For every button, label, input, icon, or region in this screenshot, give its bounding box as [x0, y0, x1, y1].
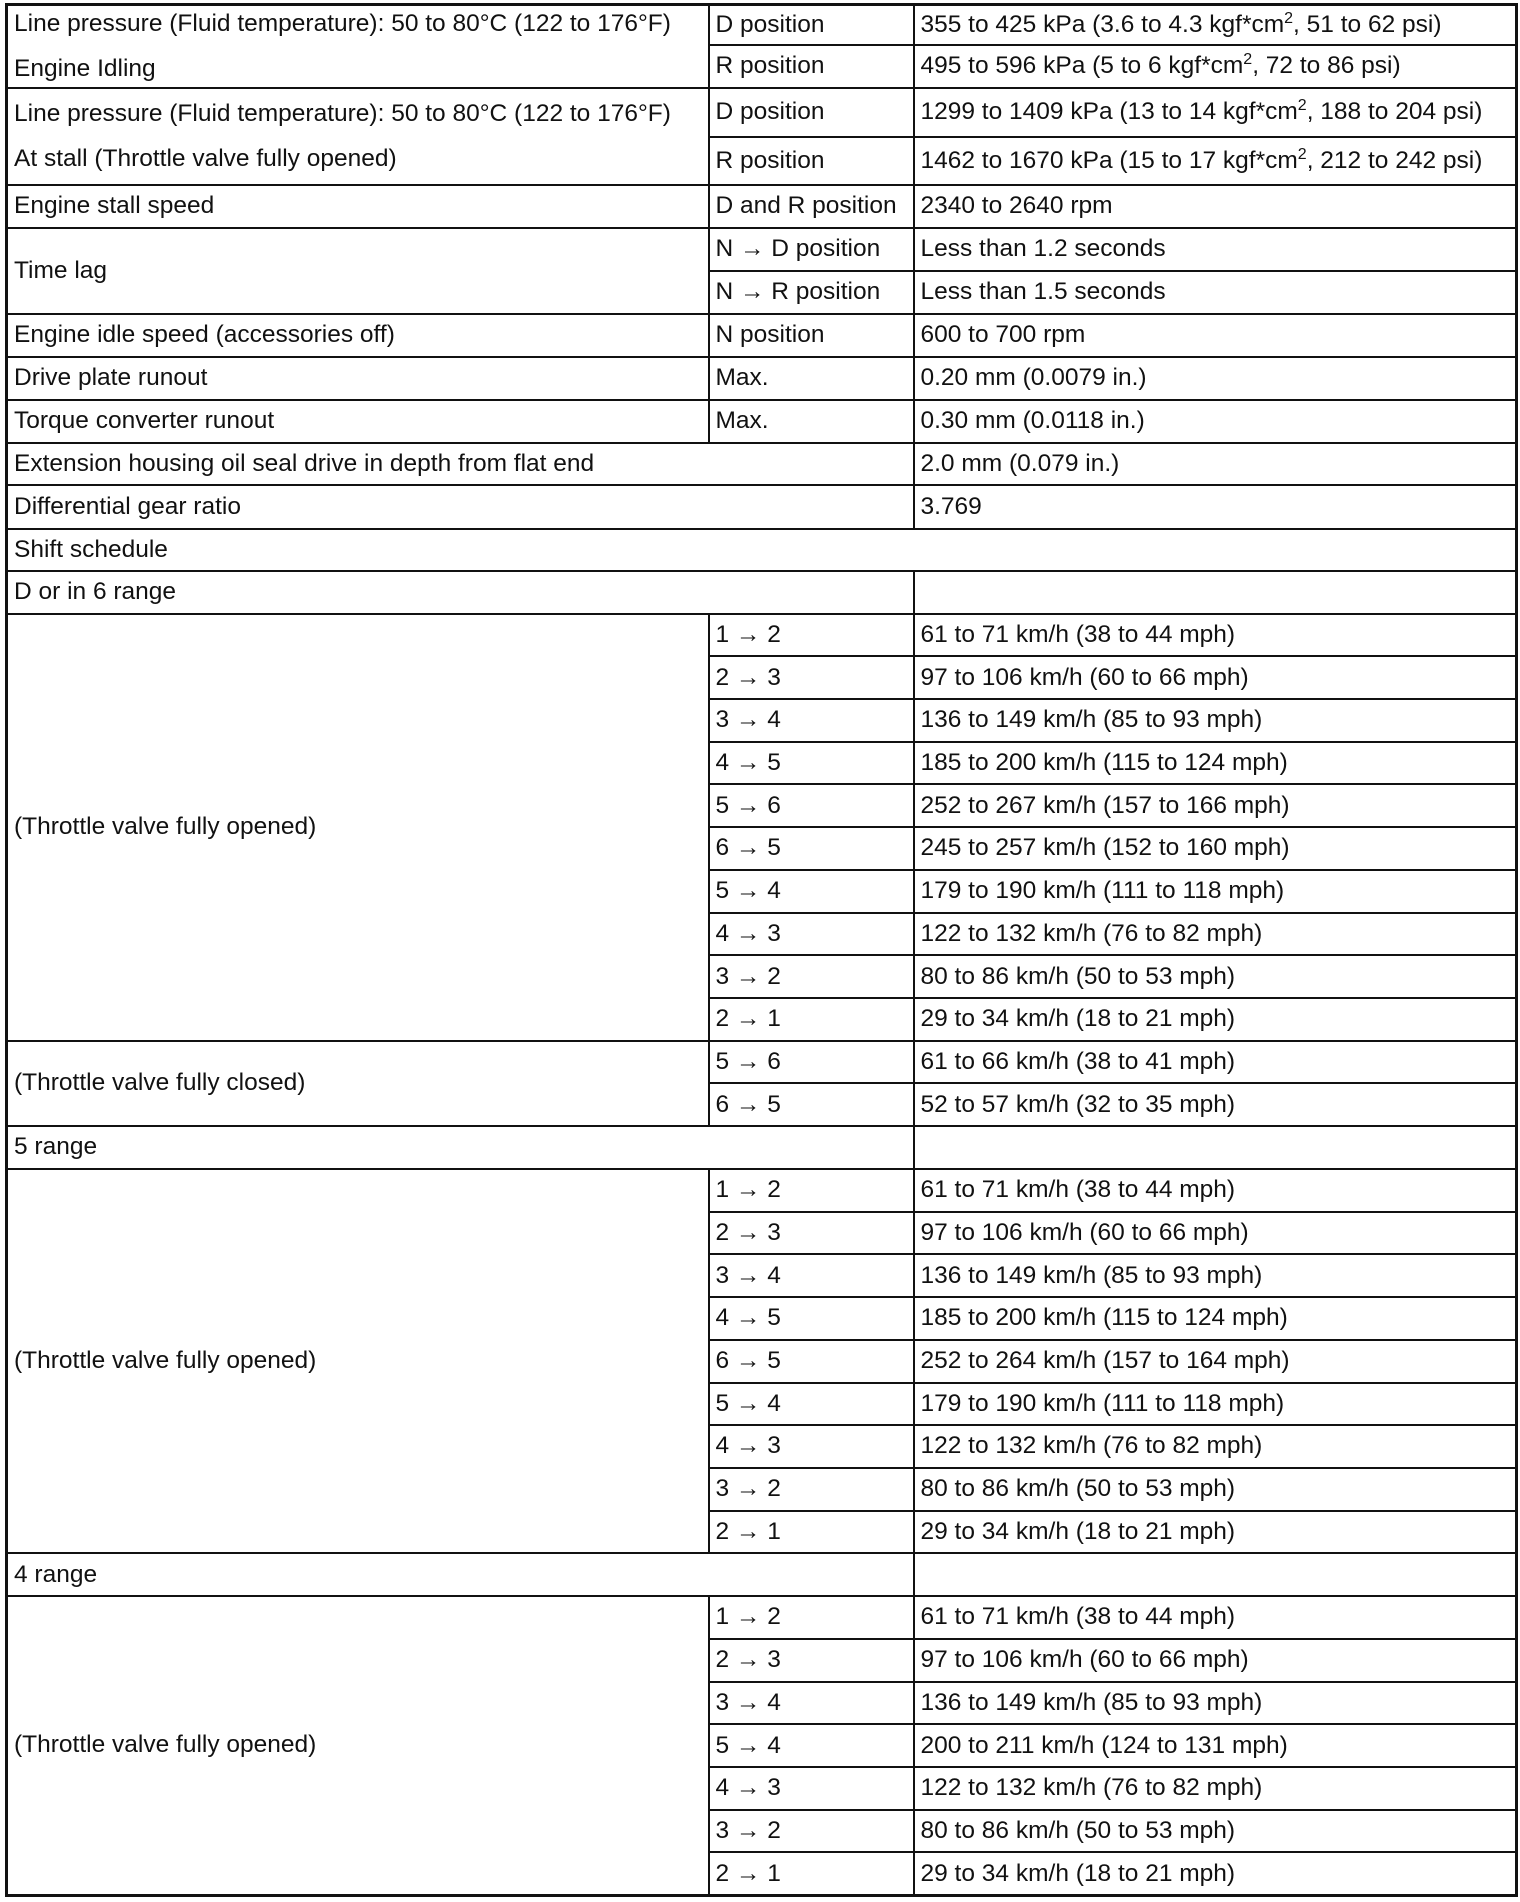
- table-row: [7, 614, 1517, 657]
- throttle-condition-label: (Throttle valve fully opened): [7, 614, 709, 1041]
- table-row: [7, 443, 1517, 485]
- value-text: , 51 to 62 psi): [1293, 10, 1442, 38]
- value-cell: 0.20 mm (0.0079 in.): [914, 357, 1517, 399]
- table-row: [7, 529, 1517, 571]
- section-header-row: [7, 1126, 1517, 1169]
- position-cell: Max.: [709, 400, 914, 443]
- value-text: 355 to 425 kPa (3.6 to 4.3 kgf*cm: [920, 10, 1285, 38]
- speed-cell: 252 to 267 km/h (157 to 166 mph): [914, 784, 1517, 827]
- shift-cell: 3 → 2: [709, 1810, 914, 1853]
- engine-idling-label: Engine Idling: [14, 54, 156, 82]
- shift-cell: 1 → 2: [709, 1169, 914, 1212]
- time-lag-label: Time lag: [7, 228, 709, 314]
- shift-cell: 6 → 5: [709, 1340, 914, 1383]
- table-row: [7, 1041, 1517, 1084]
- value-cell: [914, 137, 1517, 185]
- shift-cell: 3 → 4: [709, 1682, 914, 1725]
- speed-cell: 136 to 149 km/h (85 to 93 mph): [914, 699, 1517, 742]
- shift-cell: 2 → 1: [709, 1511, 914, 1554]
- section-header-row: [7, 1553, 1517, 1596]
- speed-cell: 80 to 86 km/h (50 to 53 mph): [914, 1810, 1517, 1853]
- shift-cell: 5 → 4: [709, 1383, 914, 1426]
- speed-cell: 136 to 149 km/h (85 to 93 mph): [914, 1682, 1517, 1725]
- speed-cell: 179 to 190 km/h (111 to 118 mph): [914, 870, 1517, 913]
- shift-cell: 5 → 4: [709, 1724, 914, 1767]
- range-title: 5 range: [7, 1126, 914, 1169]
- shift-cell: 3 → 4: [709, 699, 914, 742]
- oil-seal-label: Extension housing oil seal drive in depth from flat end: [7, 443, 914, 485]
- line-pressure-label: Line pressure (Fluid temperature): 50 to 80°C (122 to 176°F): [14, 10, 671, 38]
- line-pressure-idling-label: [7, 5, 709, 89]
- shift-cell: 3 → 2: [709, 955, 914, 998]
- position-cell: N → R position: [709, 271, 914, 314]
- speed-cell: 29 to 34 km/h (18 to 21 mph): [914, 1511, 1517, 1554]
- shift-cell: 4 → 3: [709, 1425, 914, 1468]
- line-pressure-label: Line pressure (Fluid temperature): 50 to 80°C (122 to 176°F): [14, 100, 671, 128]
- shift-schedule-heading: Shift schedule: [7, 529, 1517, 571]
- value-text: 1299 to 1409 kPa (13 to 14 kgf*cm: [920, 98, 1298, 126]
- speed-cell: 29 to 34 km/h (18 to 21 mph): [914, 1852, 1517, 1895]
- position-cell: N position: [709, 314, 914, 357]
- shift-cell: 4 → 3: [709, 913, 914, 956]
- position-cell: N → D position: [709, 228, 914, 270]
- throttle-condition-label: (Throttle valve fully closed): [7, 1041, 709, 1126]
- position-cell: R position: [709, 137, 914, 185]
- empty-cell: [914, 571, 1517, 614]
- superscript: 2: [1284, 9, 1294, 27]
- table-row: [7, 1169, 1517, 1212]
- shift-cell: 5 → 4: [709, 870, 914, 913]
- speed-cell: 97 to 106 km/h (60 to 66 mph): [914, 656, 1517, 699]
- diff-ratio-label: Differential gear ratio: [7, 485, 914, 528]
- speed-cell: 97 to 106 km/h (60 to 66 mph): [914, 1212, 1517, 1255]
- value-cell: Less than 1.5 seconds: [914, 271, 1517, 314]
- value-cell: [914, 45, 1517, 88]
- speed-cell: 245 to 257 km/h (152 to 160 mph): [914, 827, 1517, 870]
- table-row: [7, 1596, 1517, 1639]
- torque-converter-label: Torque converter runout: [7, 400, 709, 443]
- value-cell: 3.769: [914, 485, 1517, 528]
- empty-cell: [914, 1126, 1517, 1169]
- shift-cell: 4 → 5: [709, 742, 914, 785]
- throttle-condition-label: (Throttle valve fully opened): [7, 1169, 709, 1553]
- idle-speed-label: Engine idle speed (accessories off): [7, 314, 709, 357]
- speed-cell: 136 to 149 km/h (85 to 93 mph): [914, 1254, 1517, 1297]
- shift-cell: 3 → 4: [709, 1254, 914, 1297]
- shift-cell: 4 → 5: [709, 1297, 914, 1340]
- value-text: 495 to 596 kPa (5 to 6 kgf*cm: [920, 52, 1244, 80]
- position-cell: D and R position: [709, 185, 914, 228]
- table-row: [7, 5, 1517, 45]
- shift-cell: 6 → 5: [709, 1083, 914, 1126]
- position-cell: R position: [709, 45, 914, 88]
- position-cell: D position: [709, 5, 914, 45]
- table-row: [7, 228, 1517, 270]
- throttle-condition-label: (Throttle valve fully opened): [7, 1596, 709, 1895]
- shift-cell: 2 → 3: [709, 656, 914, 699]
- speed-cell: 61 to 71 km/h (38 to 44 mph): [914, 614, 1517, 657]
- speed-cell: 61 to 71 km/h (38 to 44 mph): [914, 1596, 1517, 1639]
- table-row: [7, 400, 1517, 443]
- superscript: 2: [1297, 97, 1307, 115]
- position-cell: Max.: [709, 357, 914, 399]
- value-cell: [914, 5, 1517, 45]
- value-cell: Less than 1.2 seconds: [914, 228, 1517, 270]
- speed-cell: 200 to 211 km/h (124 to 131 mph): [914, 1724, 1517, 1767]
- speed-cell: 179 to 190 km/h (111 to 118 mph): [914, 1383, 1517, 1426]
- shift-cell: 2 → 3: [709, 1639, 914, 1682]
- shift-cell: 2 → 3: [709, 1212, 914, 1255]
- shift-cell: 2 → 1: [709, 998, 914, 1041]
- spec-table-body: [7, 5, 1517, 1896]
- value-text: , 188 to 204 psi): [1306, 98, 1483, 126]
- position-cell: D position: [709, 88, 914, 136]
- speed-cell: 80 to 86 km/h (50 to 53 mph): [914, 1468, 1517, 1511]
- speed-cell: 61 to 66 km/h (38 to 41 mph): [914, 1041, 1517, 1084]
- value-text: 1462 to 1670 kPa (15 to 17 kgf*cm: [920, 146, 1298, 174]
- speed-cell: 122 to 132 km/h (76 to 82 mph): [914, 1767, 1517, 1810]
- range-title: D or in 6 range: [7, 571, 914, 614]
- value-cell: [914, 88, 1517, 136]
- spec-table: [5, 3, 1518, 1897]
- value-cell: 2.0 mm (0.079 in.): [914, 443, 1517, 485]
- speed-cell: 185 to 200 km/h (115 to 124 mph): [914, 742, 1517, 785]
- table-row: [7, 314, 1517, 357]
- shift-cell: 6 → 5: [709, 827, 914, 870]
- value-cell: 600 to 700 rpm: [914, 314, 1517, 357]
- table-row: [7, 88, 1517, 136]
- shift-cell: 5 → 6: [709, 784, 914, 827]
- superscript: 2: [1243, 51, 1253, 69]
- speed-cell: 122 to 132 km/h (76 to 82 mph): [914, 913, 1517, 956]
- shift-cell: 4 → 3: [709, 1767, 914, 1810]
- speed-cell: 122 to 132 km/h (76 to 82 mph): [914, 1425, 1517, 1468]
- speed-cell: 52 to 57 km/h (32 to 35 mph): [914, 1083, 1517, 1126]
- shift-cell: 1 → 2: [709, 614, 914, 657]
- speed-cell: 80 to 86 km/h (50 to 53 mph): [914, 955, 1517, 998]
- at-stall-label: At stall (Throttle valve fully opened): [14, 144, 397, 172]
- stall-speed-label: Engine stall speed: [7, 185, 709, 228]
- table-row: [7, 485, 1517, 528]
- speed-cell: 97 to 106 km/h (60 to 66 mph): [914, 1639, 1517, 1682]
- speed-cell: 252 to 264 km/h (157 to 164 mph): [914, 1340, 1517, 1383]
- speed-cell: 185 to 200 km/h (115 to 124 mph): [914, 1297, 1517, 1340]
- line-pressure-stall-label: [7, 88, 709, 185]
- speed-cell: 61 to 71 km/h (38 to 44 mph): [914, 1169, 1517, 1212]
- value-text: , 72 to 86 psi): [1252, 52, 1401, 80]
- shift-cell: 2 → 1: [709, 1852, 914, 1895]
- speed-cell: 29 to 34 km/h (18 to 21 mph): [914, 998, 1517, 1041]
- value-cell: 2340 to 2640 rpm: [914, 185, 1517, 228]
- section-header-row: [7, 571, 1517, 614]
- shift-cell: 5 → 6: [709, 1041, 914, 1084]
- table-row: [7, 185, 1517, 228]
- shift-cell: 1 → 2: [709, 1596, 914, 1639]
- empty-cell: [914, 1553, 1517, 1596]
- superscript: 2: [1297, 145, 1307, 163]
- value-cell: 0.30 mm (0.0118 in.): [914, 400, 1517, 443]
- drive-plate-label: Drive plate runout: [7, 357, 709, 399]
- value-text: , 212 to 242 psi): [1306, 146, 1483, 174]
- shift-cell: 3 → 2: [709, 1468, 914, 1511]
- table-row: [7, 357, 1517, 399]
- range-title: 4 range: [7, 1553, 914, 1596]
